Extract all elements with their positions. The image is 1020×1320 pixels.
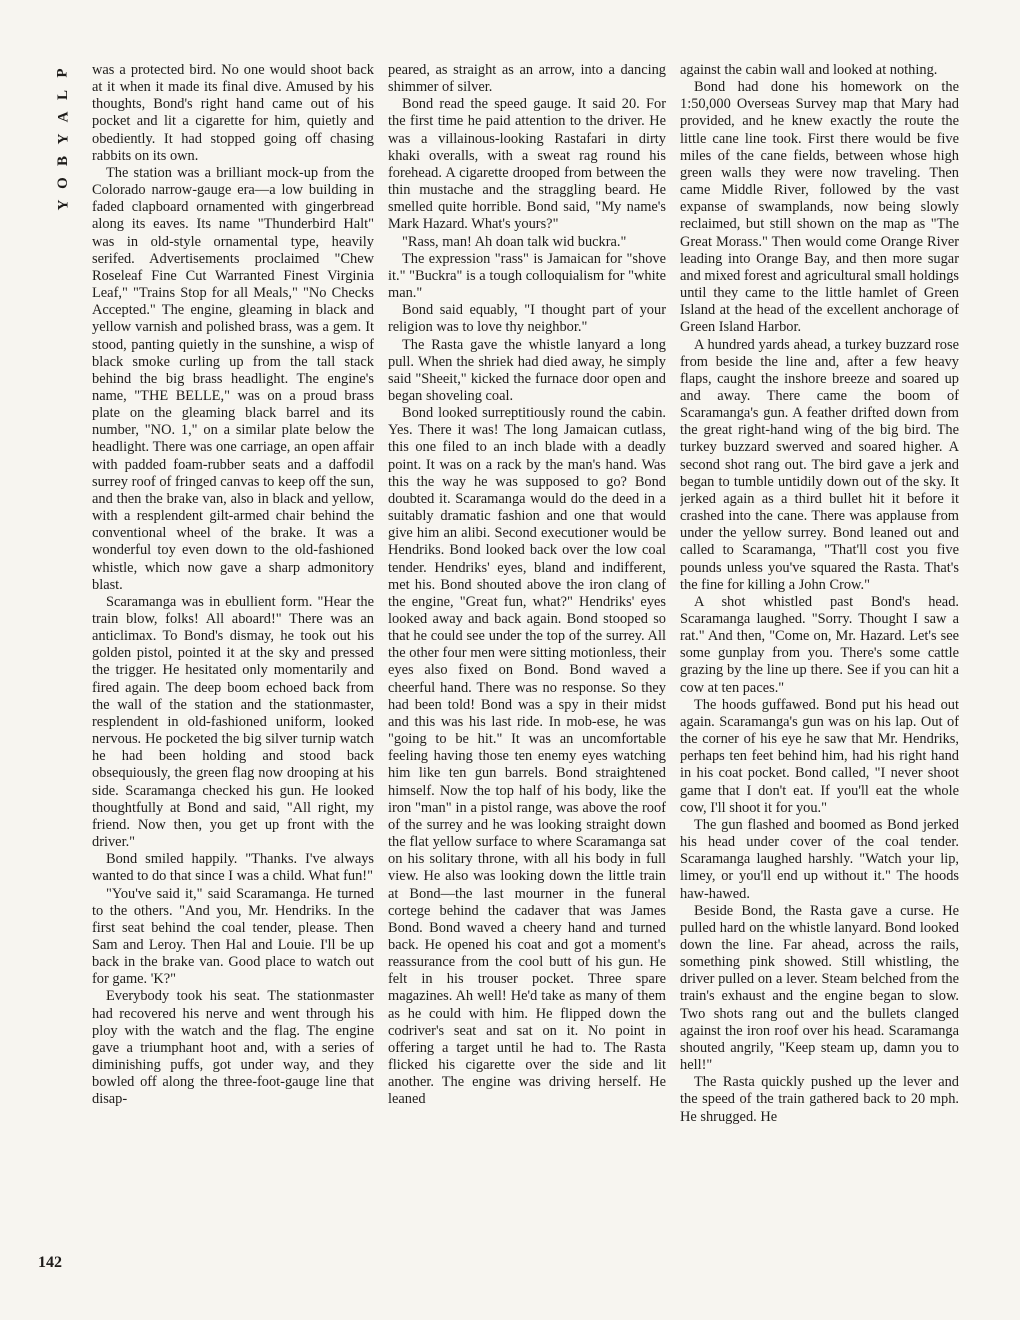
- magazine-name-letter: O: [54, 177, 71, 189]
- paragraph: against the cabin wall and looked at nothing.: [680, 62, 938, 78]
- paragraph: Bond read the speed gauge. It said 20. For the first time he paid attention to the driver. He was a villainous-looking Rastafari in dirty khaki overalls, with a sweat rag round his forehead. A cigarette drooped from between the thin mustache and the straggling beard. He smelled quite horrible. Bond said, "My name's Mark Hazard. What's yours?": [388, 96, 666, 233]
- paragraph: A hundred yards ahead, a turkey buzzard rose from beside the line and, after a few heavy flaps, caught the inshore breeze and soared up and away. There came the boom of Scaramanga's gun. A feather drifted down from the great right-hand wing of the big bird. The turkey buzzard swerved and soared higher. A second shot rang out. The bird gave a jerk and began to tumble untidily down out of the sky. It jerked again as a third bullet hit it before it crashed into the cane. There was applause from under the yellow surrey. Bond leaned out and called to Scaramanga, "That'll cost you five pounds unless you've squared the Rasta. That's the fine for killing a John Crow.": [680, 336, 959, 593]
- magazine-name-vertical: [52, 62, 74, 216]
- paragraph: The hoods guffawed. Bond put his head out again. Scaramanga's gun was on his lap. Out of the corner of his eye he saw that Mr. Hendriks, perhaps ten feet behind him, had his right hand in his coat pocket. Bond called, "I never shoot game that I don't eat. If you'll eat the whole cow, I'll shoot it for you.": [680, 696, 959, 816]
- magazine-name-letter: A: [55, 111, 71, 123]
- text-column-3: [680, 62, 959, 1272]
- paragraph: Bond smiled happily. "Thanks. I've always wanted to do that since I was a child. What fun!": [92, 851, 374, 885]
- paragraph: Beside Bond, the Rasta gave a curse. He pulled hard on the whistle lanyard. Bond looked down the line. Far ahead, across the rails, something pink showed. Still whistling, the driver pulled on a lever. Steam belched from the train's exhaust and the engine began to slow. Two shots rang out and the bullets clanged against the iron roof over his head. Scaramanga shouted angrily, "Keep steam up, damn you to hell!": [680, 902, 959, 1074]
- page-number: 142: [38, 1254, 62, 1271]
- paragraph: The Rasta gave the whistle lanyard a long pull. When the shriek had died away, he simply said "Sheeit," kicked the furnace door open and began shoveling coal.: [388, 336, 666, 404]
- magazine-name-letter: P: [54, 68, 71, 78]
- magazine-name-letter: L: [54, 89, 71, 101]
- paragraph: peared, as straight as an arrow, into a dancing shimmer of silver.: [388, 62, 666, 96]
- paragraph: "Rass, man! Ah doan talk wid buckra.": [402, 233, 627, 250]
- paragraph: "You've said it," said Scaramanga. He turned to the others. "And you, Mr. Hendriks. In the first seat behind the coal tender, please. Then Sam and Leroy. Then Hal and Louie. I'll be up back in the brake van. Good place to watch out for game. 'K?": [92, 885, 374, 988]
- paragraph: Bond had done his homework on the 1:50,000 Overseas Survey map that Mary had provided, and he knew exactly the route the little cane line took. First there would be five miles of the cane fields, between whose high green walls they were now traveling. Then came Middle River, followed by the vast expanse of swamplands, now being slowly reclaimed, but still shown on the map as "The Great Morass." Then would come Orange River leading into Orange Bay, and then more sugar and mixed forest and agricultural small holdings until they came to the little hamlet of Green Island at the head of the excellent anchorage of Green Island Harbor.: [680, 79, 959, 336]
- magazine-name-letter: Y: [55, 199, 71, 211]
- paragraph: Bond said equably, "I thought part of your religion was to love thy neighbor.": [388, 302, 666, 336]
- paragraph: Scaramanga was in ebullient form. "Hear the train blow, folks! All aboard!" There was an anticlimax. To Bond's dismay, he took out his golden pistol, pointed it at the sky and pressed the trigger. He hesitated only momentarily and fired again. The deep boom echoed back from the wall of the station and the stationmaster, resplendent in old-fashioned uniform, looked nervous. He pocketed the big silver turnip watch he had been holding and stood back obsequiously, the green flag now drooping at his side. Scaramanga checked his gun. He looked thoughtfully at Bond and said, "All right, my friend. Now then, you get up front with the driver.": [92, 593, 374, 851]
- paragraph: The Rasta quickly pushed up the lever and the speed of the train gathered back to 20 mph. He shrugged. He: [680, 1074, 959, 1125]
- paragraph: A shot whistled past Bond's head. Scaramanga laughed. "Sorry. Thought I saw a rat." And then, "Come on, Mr. Hazard. Let's see some gunplay from you. There's some cattle grazing by the line up there. See if you can hit a cow at ten paces.": [680, 593, 959, 696]
- magazine-name-letter: B: [54, 155, 71, 167]
- text-column-1: [92, 62, 374, 1272]
- paragraph: Everybody took his seat. The stationmaster had recovered his nerve and went through his ploy with the watch and the flag. The engine gave a triumphant hoot and, with a series of diminishing puffs, got under way, and they bowled off along the three-foot-gauge line that disap-: [92, 988, 374, 1108]
- magazine-name-letter: Y: [55, 133, 71, 145]
- paragraph: The gun flashed and boomed as Bond jerked his head under cover of the coal tender. Scaramanga laughed harshly. "Watch your lip, limey, or you'll end up without it." The hoods haw-hawed.: [680, 816, 959, 902]
- paragraph: The expression "rass" is Jamaican for "shove it." "Buckra" is a tough colloquialism for "white man.": [388, 250, 666, 302]
- paragraph: was a protected bird. No one would shoot back at it when it made its final dive. Amused by his thoughts, Bond's right hand came out of his pocket and lit a cigarette for him, quietly and obediently. It had stopped going off chasing rabbits on its own.: [92, 62, 374, 164]
- text-column-2: [388, 62, 666, 1272]
- paragraph: The station was a brilliant mock-up from the Colorado narrow-gauge era—a low building in faded clapboard ornamented with gingerbread along its eaves. Its name "Thunderbird Halt" was in old-style ornamental type, heavily serifed. Advertisements proclaimed "Chew Roseleaf Fine Cut Warranted Finest Virginia Leaf," "Trains Stop for all Meals," "No Checks Accepted." The engine, gleaming in black and yellow varnish and polished brass, was a gem. It stood, panting quietly in the sunshine, a wisp of black smoke curling up from the tall stack behind the big brass headlight. The engine's name, "THE BELLE," was on a proud brass plate on the gleaming black barrel and its number, "NO. 1," on a similar plate below the headlight. There was one carriage, an open affair with padded foam-rubber seats and a daffodil surrey roof of fringed canvas to keep off the sun, and then the brake van, also in black and yellow, with a resplendent gilt-armed chair behind the conventional wheel of the brake. It was a wonderful toy even down to the old-fashioned whistle, which now gave a sharp admonitory blast.: [92, 164, 374, 593]
- paragraph: Bond looked surreptitiously round the cabin. Yes. There it was! The long Jamaican cutlass, this one filed to an inch blade with a deadly point. It was on a rack by the man's hand. Was this the way he was supposed to go? Bond doubted it. Scaramanga would do the deed in a suitably dramatic fashion and one that would give him an alibi. Second executioner would be Hendriks. Bond looked back over the low coal tender. Hendriks' eyes, bland and indifferent, met his. Bond shouted above the iron clang of the engine, "Great fun, what?" Hendriks' eyes looked away and back again. Bond stooped so that he could see under the top of the surrey. All the other four men were sitting motionless, their eyes also fixed on Bond. Bond waved a cheerful hand. There was no response. So they had been told! Bond was a spy in their midst and this was his last ride. In mob-ese, he was "going to be hit." It was an uncomfortable feeling having those ten enemy eyes watching him like ten gun barrels. Bond straightened himself. Now the top half of his body, like the iron "man" in a pistol range, was above the roof of the surrey and he was looking straight down the flat yellow surface to where Scaramanga sat on his solitary throne, with all his body in full view. He also was looking down the little train at Bond—the last mourner in the funeral cortege behind the cadaver that was James Bond. Bond waved a cheery hand and turned back. He opened his coat and got a moment's reassurance from the cool butt of his gun. He felt in his trouser pocket. Three spare magazines. Ah well! He'd take as many of them as he could with him. He flipped down the codriver's seat and sat on it. No point in offering a target until he had to. The Rasta flicked his cigarette over the side and lit another. The engine was driving herself. He leaned: [388, 405, 666, 1108]
